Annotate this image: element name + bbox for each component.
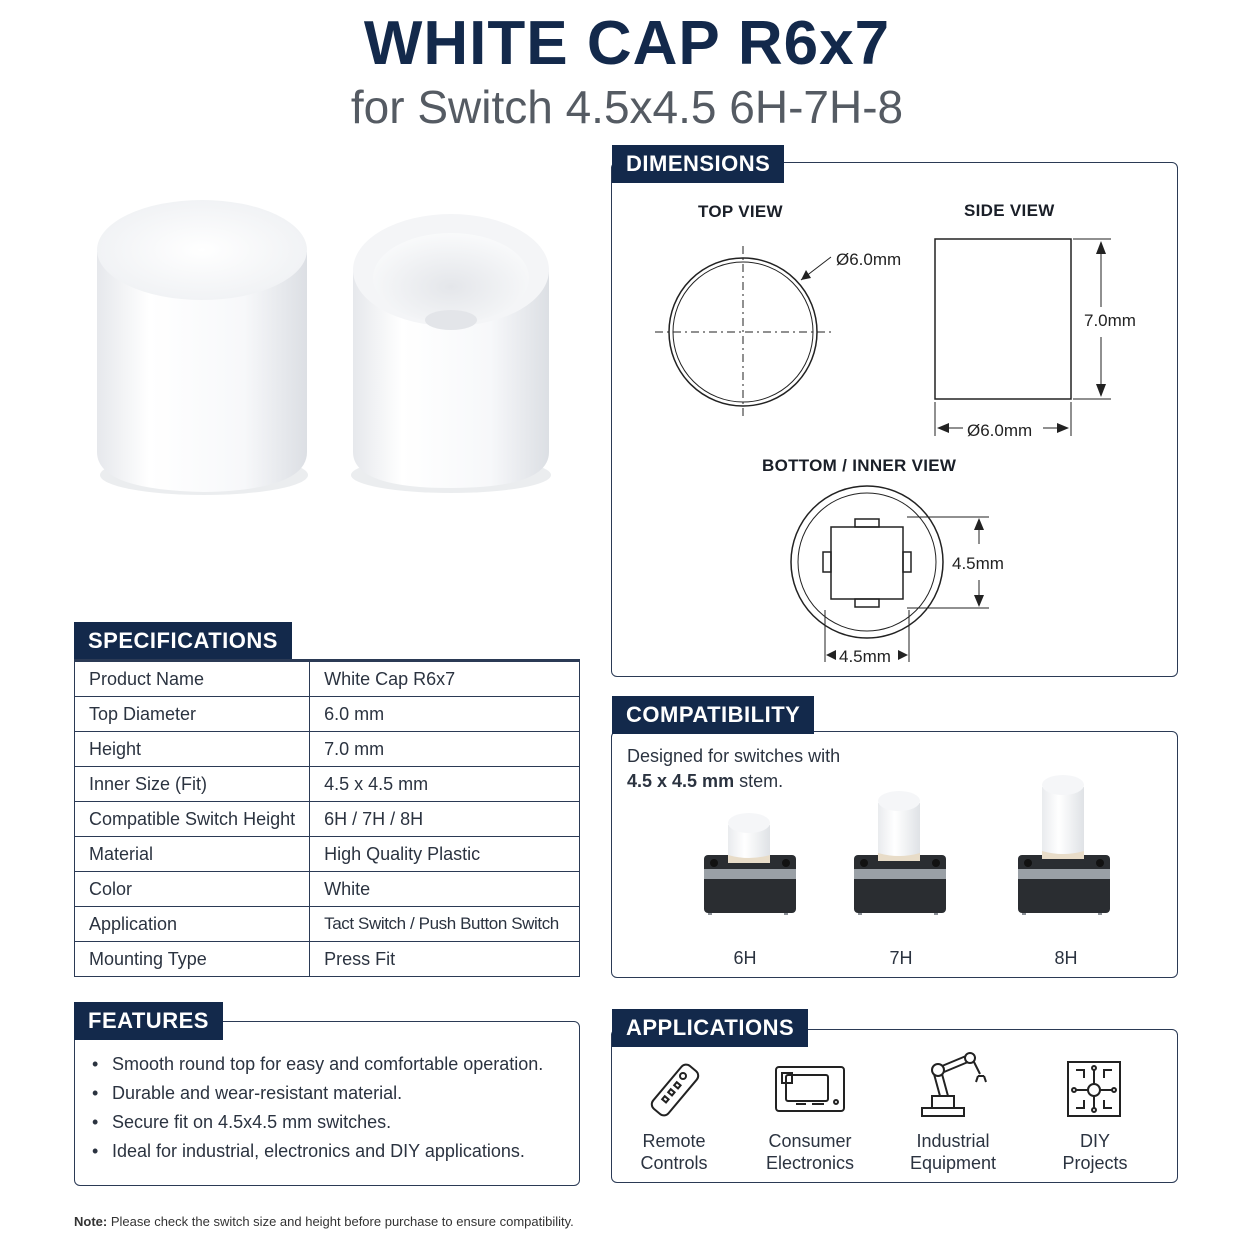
- inner-height-label: 4.5mm: [952, 554, 1004, 573]
- spec-key: Product Name: [75, 662, 310, 697]
- switch-7h-icon: [854, 791, 946, 915]
- spec-value: 6H / 7H / 8H: [310, 802, 580, 837]
- spec-key: Color: [75, 872, 310, 907]
- spec-key: Mounting Type: [75, 942, 310, 977]
- side-view-label: SIDE VIEW: [964, 201, 1055, 220]
- table-row: [75, 907, 580, 942]
- table-row: [75, 662, 580, 697]
- list-item: • Secure fit on 4.5x4.5 mm switches.: [90, 1111, 543, 1140]
- list-item: • Smooth round top for easy and comfortable operation.: [90, 1053, 543, 1082]
- spec-key: Top Diameter: [75, 697, 310, 732]
- app-label-line1: DIY: [1079, 1131, 1110, 1151]
- app-label-line1: Consumer: [768, 1131, 852, 1151]
- switch-label-8h: 8H: [1054, 948, 1078, 968]
- spec-key: Inner Size (Fit): [75, 767, 310, 802]
- app-label-line1: Industrial: [916, 1131, 990, 1151]
- spec-key: Material: [75, 837, 310, 872]
- application-industrial-equipment: [888, 1130, 1018, 1174]
- specifications-heading: SPECIFICATIONS: [74, 622, 292, 660]
- compatibility-text-line1: Designed for switches with: [627, 746, 841, 766]
- features-heading: FEATURES: [74, 1002, 223, 1040]
- table-row: [75, 837, 580, 872]
- app-label-line2: Equipment: [909, 1153, 997, 1173]
- table-row: [75, 767, 580, 802]
- table-row: [75, 732, 580, 767]
- circuit-board-icon: [1062, 1058, 1126, 1120]
- features-list: [90, 1053, 543, 1169]
- product-photo: [85, 190, 565, 510]
- app-label-line2: Controls: [640, 1153, 708, 1173]
- application-remote-controls: [609, 1130, 739, 1174]
- list-item: • Durable and wear-resistant material.: [90, 1082, 543, 1111]
- top-view-label: TOP VIEW: [698, 202, 783, 221]
- specifications-table: [74, 661, 580, 977]
- application-diy-projects: [1030, 1130, 1160, 1174]
- dimension-drawings: [611, 162, 1178, 677]
- spec-value: Press Fit: [310, 942, 580, 977]
- robot-arm-icon: [918, 1050, 988, 1118]
- note: [74, 1214, 574, 1229]
- switch-illustrations: [690, 775, 1130, 945]
- bottom-view-label: BOTTOM / INNER VIEW: [762, 456, 957, 475]
- applications-heading: APPLICATIONS: [612, 1009, 808, 1047]
- switch-8h-icon: [1018, 775, 1110, 915]
- side-height-label: 7.0mm: [1084, 311, 1136, 330]
- spec-value: 6.0 mm: [310, 697, 580, 732]
- spec-value: 7.0 mm: [310, 732, 580, 767]
- application-consumer-electronics: [745, 1130, 875, 1174]
- note-text: Please check the switch size and height before purchase to ensure compatibility.: [107, 1214, 574, 1229]
- spec-key: Application: [75, 907, 310, 942]
- remote-control-icon: [645, 1060, 707, 1122]
- app-label-line1: Remote: [642, 1131, 706, 1151]
- spec-value: 4.5 x 4.5 mm: [310, 767, 580, 802]
- switch-label-7h: 7H: [889, 948, 913, 968]
- table-row: [75, 697, 580, 732]
- compatibility-text-rest: stem.: [734, 771, 784, 791]
- consumer-electronics-icon: [774, 1064, 846, 1116]
- compatibility-stem-size: 4.5 x 4.5 mm: [627, 771, 735, 791]
- table-row: [75, 872, 580, 907]
- spec-value: White: [310, 872, 580, 907]
- inner-width-label: 4.5mm: [839, 647, 891, 666]
- note-label: Note:: [74, 1214, 108, 1229]
- switch-label-6h: 6H: [733, 948, 757, 968]
- spec-value: High Quality Plastic: [310, 837, 580, 872]
- spec-value: Tact Switch / Push Button Switch: [310, 907, 580, 942]
- list-item: • Ideal for industrial, electronics and DIY applications.: [90, 1140, 543, 1169]
- page-title: WHITE CAP R6x7: [363, 9, 891, 78]
- page-subtitle: for Switch 4.5x4.5 6H-7H-8: [350, 81, 904, 133]
- switch-6h-icon: [704, 813, 796, 915]
- spec-key: Compatible Switch Height: [75, 802, 310, 837]
- table-row: [75, 942, 580, 977]
- side-diameter-label: Ø6.0mm: [967, 421, 1033, 440]
- top-diameter-label: Ø6.0mm: [836, 250, 902, 269]
- spec-value: White Cap R6x7: [310, 662, 580, 697]
- table-row: [75, 802, 580, 837]
- app-label-line2: Electronics: [765, 1153, 855, 1173]
- app-label-line2: Projects: [1062, 1153, 1128, 1173]
- compatibility-heading: COMPATIBILITY: [612, 696, 814, 734]
- spec-key: Height: [75, 732, 310, 767]
- dimensions-heading: DIMENSIONS: [612, 145, 784, 183]
